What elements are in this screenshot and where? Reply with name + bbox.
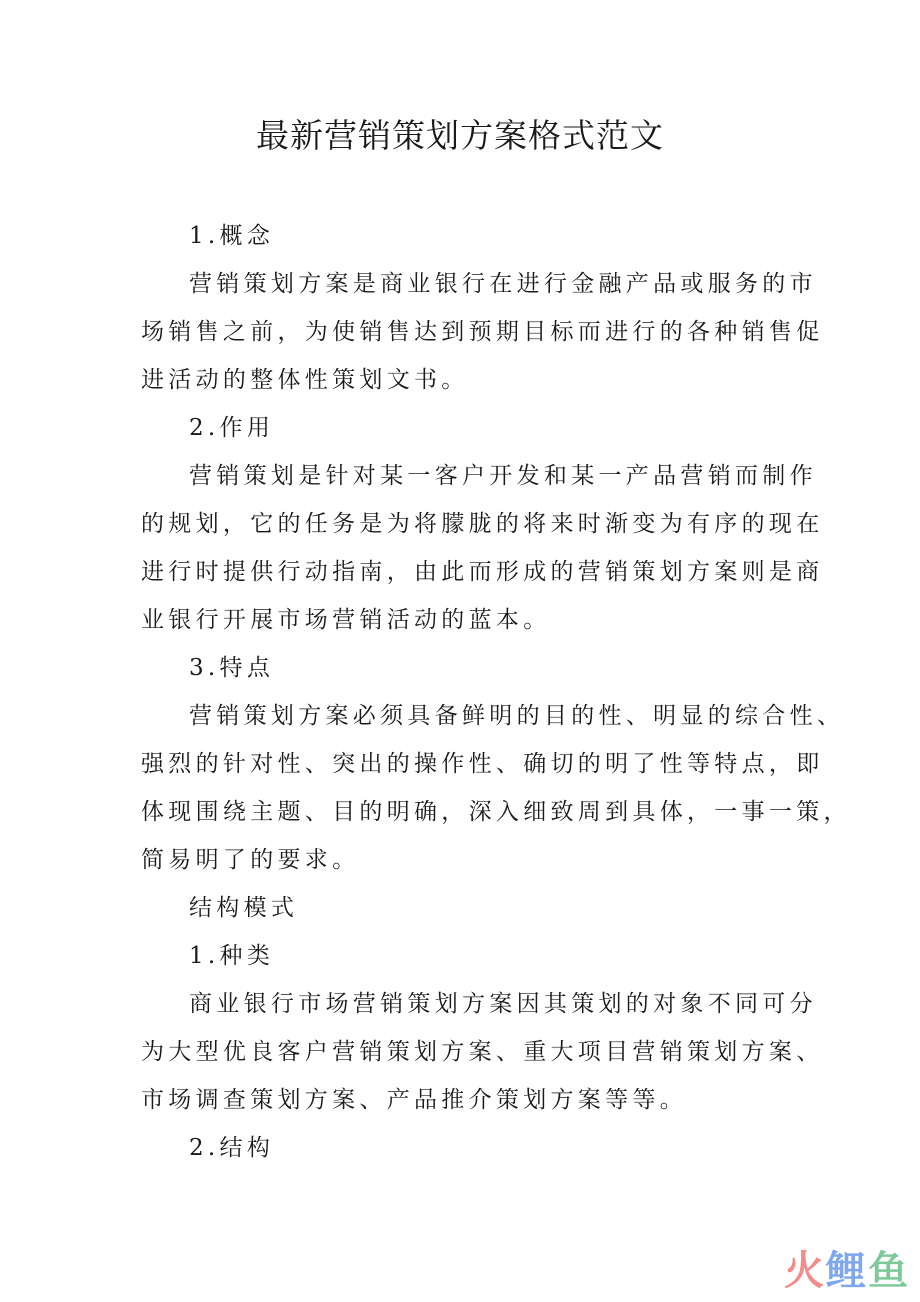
watermark-char-1: 火 [784, 1248, 826, 1294]
paragraph-line: 营销策划是针对某一客户开发和某一产品营销而制作 [189, 463, 817, 489]
paragraph-line: 的规划，它的任务是为将朦胧的将来时渐变为有序的现在 [141, 511, 824, 537]
paragraph-line: 进行时提供行动指南，由此而形成的营销策划方案则是商 [141, 559, 824, 585]
paragraph-line: 商业银行市场营销策划方案因其策划的对象不同可分 [189, 991, 817, 1017]
paragraph-line: 场销售之前，为使销售达到预期目标而进行的各种销售促 [141, 319, 824, 345]
section-heading: 结构模式 [189, 895, 299, 921]
document-body [141, 212, 851, 1172]
paragraph-line: 营销策划方案必须具备鲜明的目的性、明显的综合性、 [189, 703, 845, 729]
paragraph-line: 简易明了的要求。 [141, 847, 360, 873]
document-title: 最新营销策划方案格式范文 [256, 116, 664, 155]
watermark-logo [784, 1239, 910, 1296]
section-heading: 2.结构 [189, 1135, 275, 1161]
paragraph-line: 体现围绕主题、目的明确，深入细致周到具体，一事一策， [141, 799, 851, 825]
section-heading: 3.特点 [189, 655, 275, 681]
section-heading: 1.概念 [189, 223, 275, 249]
paragraph-line: 营销策划方案是商业银行在进行金融产品或服务的市 [189, 271, 817, 297]
paragraph-line: 市场调查策划方案、产品推介策划方案等等。 [141, 1087, 687, 1113]
watermark-char-3: 鱼 [868, 1248, 910, 1294]
section-heading: 2.作用 [189, 415, 275, 441]
paragraph-line: 强烈的针对性、突出的操作性、确切的明了性等特点，即 [141, 751, 824, 777]
section-heading: 1.种类 [189, 943, 275, 969]
watermark-char-2: 鲤 [826, 1248, 868, 1294]
paragraph-line: 业银行开展市场营销活动的蓝本。 [141, 607, 551, 633]
paragraph-line: 进活动的整体性策划文书。 [141, 367, 469, 393]
paragraph-line: 为大型优良客户营销策划方案、重大项目营销策划方案、 [141, 1039, 824, 1065]
